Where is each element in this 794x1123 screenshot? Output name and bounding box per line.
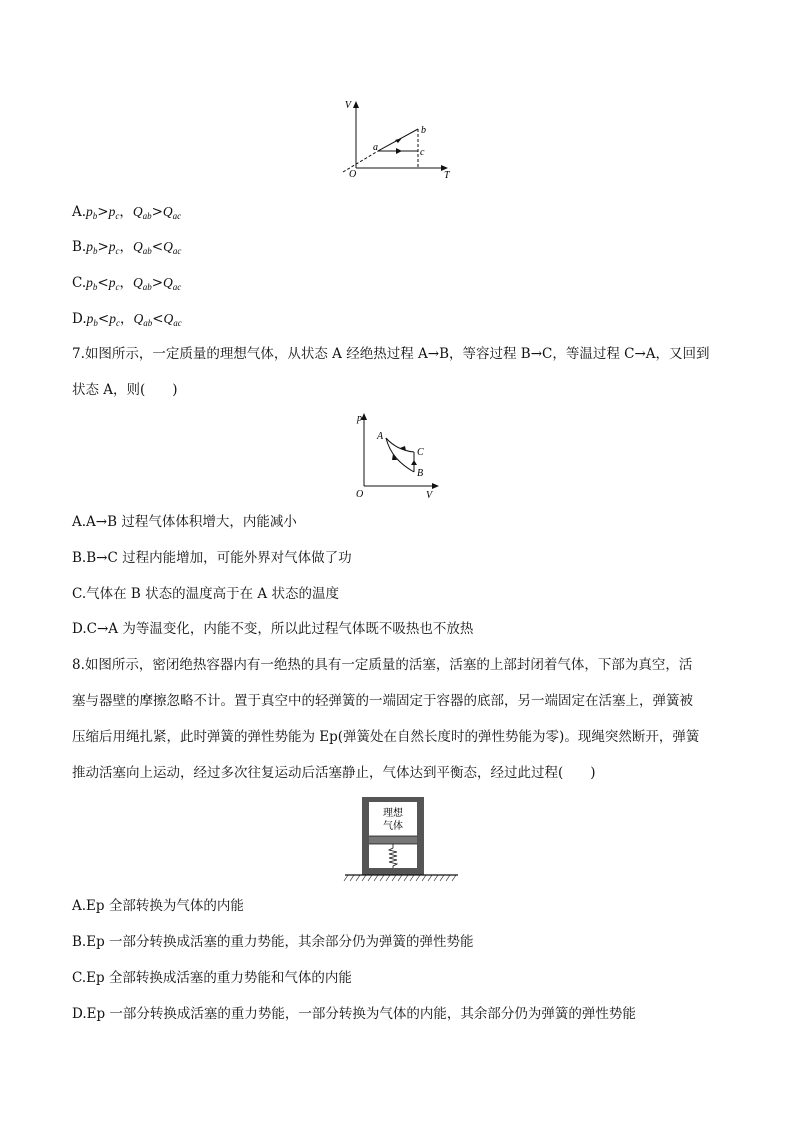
subscript: b <box>92 211 98 221</box>
symbol: Q <box>133 311 144 326</box>
q8-stem-line1: 8.如图所示，密闭绝热容器内有一绝热的具有一定质量的活塞，活塞的上部封闭着气体，下部为真空，活 <box>72 657 693 673</box>
q8-option-b: B.Ep 一部分转换成活塞的重力势能，其余部分仍为弹簧的弹性势能 <box>72 934 474 950</box>
relation: > <box>151 275 164 291</box>
origin-label: O <box>349 169 357 180</box>
subscript: c <box>115 282 120 292</box>
subscript: b <box>93 318 98 328</box>
q7-stem-line2: 状态 A，则( ) <box>72 382 178 398</box>
relation: < <box>97 275 109 291</box>
q6-option-d <box>72 310 182 332</box>
q8-stem-line4: 推动活塞向上运动，经过多次往复运动后活塞静止，气体达到平衡态，经过此过程( ) <box>72 765 596 781</box>
p-axis-label: p <box>357 413 362 424</box>
symbol: p <box>108 275 116 290</box>
separator: ， <box>119 239 134 255</box>
q7-stem-line1: 7.如图所示，一定质量的理想气体，从状态 A 经绝热过程 A→B，等容过程 B→C，等温过程 C→A，又回到 <box>72 346 710 362</box>
relation: < <box>152 311 164 327</box>
vt-diagram <box>340 98 455 183</box>
t-axis-label: T <box>444 170 450 181</box>
q8-option-a: A.Ep 全部转换为气体的内能 <box>72 898 244 914</box>
origin-label: O <box>356 489 364 500</box>
symbol: p <box>109 311 116 326</box>
symbol: Q <box>163 275 173 290</box>
relation: > <box>97 239 109 255</box>
symbol: Q <box>163 239 173 254</box>
q6-option-a <box>72 203 181 225</box>
symbol: p <box>86 204 93 219</box>
point-b-label: b <box>421 125 426 136</box>
relation: < <box>97 311 110 327</box>
v-axis-label: V <box>344 100 351 111</box>
subscript: b <box>92 282 98 292</box>
symbol: p <box>108 239 116 254</box>
subscript: c <box>115 246 120 256</box>
symbol: p <box>86 311 94 326</box>
option-prefix: B. <box>72 239 87 255</box>
pv-diagram <box>350 410 450 502</box>
option-prefix: A. <box>72 204 87 220</box>
q8-stem-line3: 压缩后用绳扎紧，此时弹簧的弹性势能为 Ep(弹簧处在自然长度时的弹性势能为零)。现绳突然断开，弹簧 <box>72 729 700 745</box>
separator: ， <box>119 275 133 291</box>
subscript: ab <box>142 246 152 256</box>
symbol: Q <box>163 311 174 326</box>
q6-option-b <box>72 238 181 260</box>
subscript: c <box>115 211 120 221</box>
separator: ， <box>119 204 133 220</box>
subscript: c <box>115 318 120 328</box>
option-prefix: C. <box>72 275 87 291</box>
gas-label-line1: 理想 <box>383 808 403 819</box>
q8-stem-line2: 塞与器壁的摩擦忽略不计。置于真空中的轻弹簧的一端固定于容器的底部，另一端固定在活塞上，弹簧被 <box>72 693 693 709</box>
v-axis-label: V <box>426 490 433 501</box>
q6-option-c <box>72 274 181 296</box>
symbol: p <box>86 275 93 290</box>
q7-option-d: D.C→A 为等温变化，内能不变，所以此过程气体既不吸热也不放热 <box>72 621 474 637</box>
relation: < <box>151 239 164 255</box>
symbol: Q <box>133 239 143 254</box>
point-a-label: a <box>373 142 378 153</box>
subscript: ab <box>142 282 152 292</box>
separator: ， <box>119 311 134 327</box>
q8-option-c: C.Ep 全部转换成活塞的重力势能和气体的内能 <box>72 970 352 986</box>
subscript: ac <box>172 246 182 256</box>
subscript: b <box>92 246 98 256</box>
symbol: Q <box>162 204 173 219</box>
q7-option-a: A.A→B 过程气体体积增大，内能减小 <box>72 514 297 530</box>
symbol: Q <box>132 275 143 290</box>
point-c-label: C <box>417 447 424 458</box>
symbol: p <box>108 204 116 219</box>
subscript: ac <box>173 318 182 328</box>
gas-label-line2: 气体 <box>383 821 403 832</box>
symbol: Q <box>132 204 143 219</box>
point-c-label: c <box>420 147 425 158</box>
q7-option-c: C.气体在 B 状态的温度高于在 A 状态的温度 <box>72 586 339 602</box>
subscript: ac <box>172 282 182 292</box>
point-b-label: B <box>417 468 424 479</box>
symbol: p <box>86 239 93 254</box>
subscript: ab <box>143 318 153 328</box>
option-prefix: D. <box>72 311 87 327</box>
relation: > <box>97 204 109 220</box>
subscript: ac <box>172 211 182 221</box>
q8-option-d: D.Ep 一部分转换成活塞的重力势能，一部分转换为气体的内能，其余部分仍为弹簧的弹性势能 <box>72 1006 636 1022</box>
piston-container-diagram <box>340 793 465 888</box>
q7-option-b: B.B→C 过程内能增加，可能外界对气体做了功 <box>72 550 352 566</box>
relation: > <box>151 204 163 220</box>
point-a-label: A <box>377 431 384 442</box>
subscript: ab <box>142 211 152 221</box>
